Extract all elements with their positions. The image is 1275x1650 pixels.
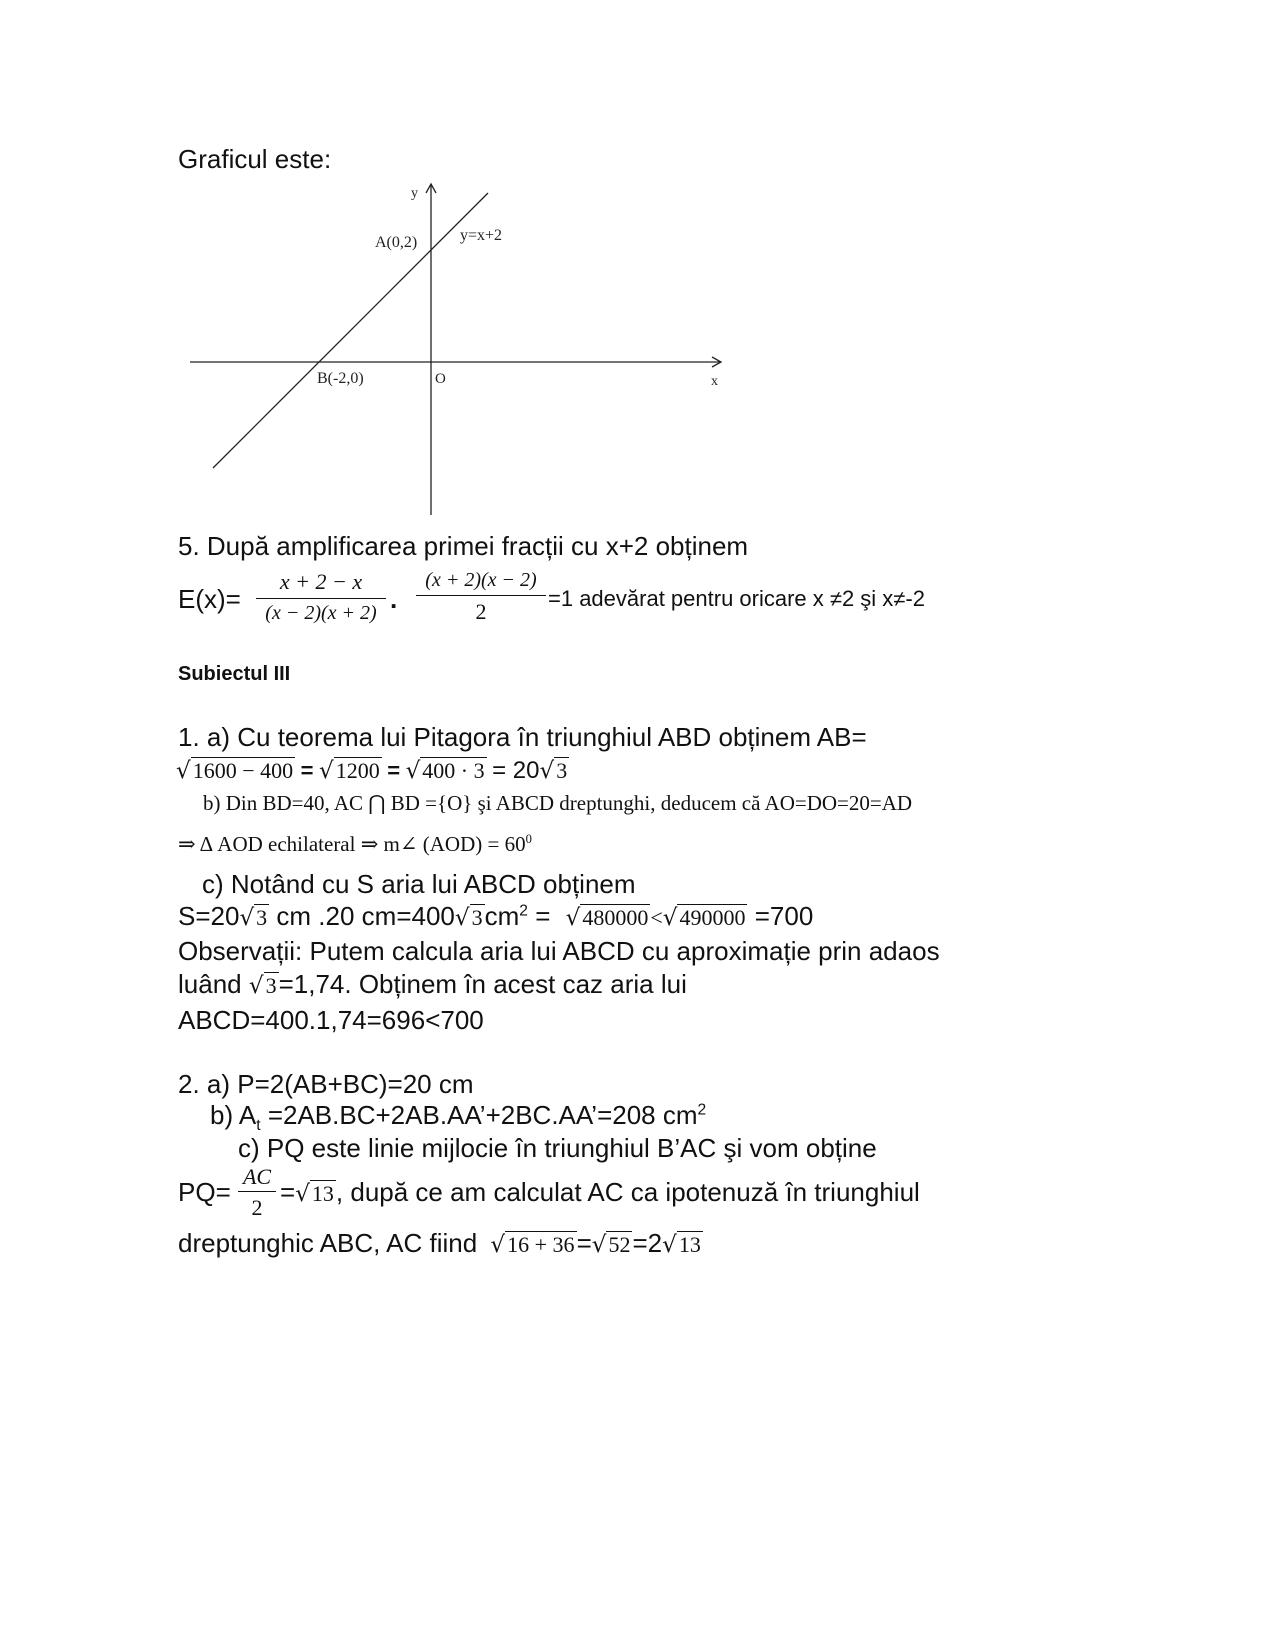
result-value: =2 (632, 1228, 663, 1258)
item5-fraction-2 (416, 569, 546, 625)
fraction-1-numerator: x + 2 − x (279, 569, 363, 594)
pq-numerator: AC (242, 1164, 272, 1189)
point-b-label: B(-2,0) (317, 370, 364, 387)
fraction-1-denominator: (x − 2)(x + 2) (256, 598, 386, 625)
fraction-2-numerator: (x + 2)(x − 2) (425, 569, 537, 591)
square-superscript: 2 (519, 902, 528, 920)
p2-a: 2. a) P=2(AB+BC)=20 cm (178, 1069, 474, 1099)
degree-superscript: 0 (525, 832, 532, 846)
p1-c-formula (178, 901, 813, 932)
observation-line1: Observații: Putem calcula aria lui ABCD cu aproximație prin adaos (178, 936, 940, 966)
observation-line3: ABCD=400.1,74=696<700 (178, 1005, 484, 1035)
line-label: y=x+2 (460, 227, 503, 244)
p1-a-radicals (176, 757, 569, 785)
equals-sign: = (280, 1177, 296, 1207)
pq-suffix: , după ce am calculat AC ca ipotenuză în triunghiul (335, 1177, 920, 1207)
c-middle-text: cm .20 cm=400 (276, 901, 455, 931)
c-result: =700 (754, 901, 814, 931)
c-s-prefix: S=20 (178, 901, 240, 931)
p1-b-line2 (178, 832, 532, 857)
radical-480000: √480000 (565, 905, 649, 931)
p1-a-text: 1. a) Cu teorema lui Pitagora în triunghiul ABD obținem AB= (178, 722, 867, 752)
radical-3: √3 (539, 758, 568, 784)
b-line2-text: ⇒ Δ AOD echilateral ⇒ m∠ (AOD) = 60 (178, 832, 526, 856)
last-prefix: dreptunghic ABC, AC fiind (178, 1228, 478, 1258)
item5-fraction-1 (256, 569, 386, 625)
radical-13: √13 (295, 1181, 334, 1207)
y-axis-label: y (411, 186, 418, 201)
p1-b-line1: b) Din BD=40, AC ⋂ BD ={O} şi ABCD dreptunghi, deducem că AO=DO=20=AD (203, 791, 913, 815)
item5-intro: 5. După amplificarea primei fracții cu x+2 obținem (178, 531, 749, 561)
radical-52: √52 (591, 1232, 631, 1258)
obs-prefix: luând (178, 969, 242, 999)
unit-cm: cm (484, 901, 520, 931)
radical-13: √13 (662, 1232, 701, 1258)
equals-sign: = (300, 758, 314, 783)
item5-lhs: E(x)= (178, 584, 241, 614)
graph-heading: Graficul este: (178, 144, 332, 174)
equals-sign: = (576, 1228, 592, 1258)
point-a-label: A(0,2) (375, 234, 418, 251)
observation-line2 (178, 969, 687, 1000)
pq-fraction (238, 1164, 276, 1221)
result-value: = 20 (492, 757, 540, 784)
pq-prefix: PQ= (178, 1177, 231, 1207)
origin-label: O (435, 371, 446, 387)
b-prefix: b) A (210, 1100, 257, 1130)
linear-function-graph (180, 175, 740, 520)
radical-3: √3 (454, 905, 483, 931)
item5-dot: . (390, 584, 398, 614)
subscript-t: t (256, 1117, 261, 1135)
fraction-2-denominator: 2 (416, 595, 546, 625)
section-title: Subiectul III (178, 663, 291, 685)
function-line (213, 193, 488, 468)
x-axis-label: x (711, 374, 718, 389)
radical-1200: √1200 (319, 758, 380, 784)
radical-1600-400: √1600 − 400 (176, 758, 294, 784)
radical-16-36: √16 + 36 (490, 1232, 575, 1258)
p2-c: c) PQ este linie mijlocie în triunghiul B’AC şi vom obține (238, 1133, 877, 1163)
square-superscript: 2 (697, 1101, 707, 1119)
item5-result: =1 adevărat pentru oricare x ≠2 şi x≠-2 (548, 586, 925, 611)
obs-suffix: =1,74. Obținem în acest caz aria lui (278, 969, 687, 999)
pq-formula (280, 1177, 920, 1208)
radical-3: √3 (248, 973, 277, 999)
equals-sign: = (527, 901, 551, 931)
p1-c-text: c) Notând cu S aria lui ABCD obținem (202, 869, 636, 899)
radical-400-3: √400 · 3 (405, 758, 485, 784)
radical-490000: √490000 (662, 905, 746, 931)
p2-b (210, 1100, 706, 1135)
last-line (178, 1228, 703, 1259)
equals-sign: = (387, 758, 401, 783)
radical-3: √3 (239, 905, 268, 931)
b-formula: =2AB.BC+2AB.AA’+2BC.AA’=208 cm (260, 1100, 698, 1130)
less-than-sign: < (650, 905, 663, 930)
pq-denominator: 2 (238, 1191, 276, 1221)
